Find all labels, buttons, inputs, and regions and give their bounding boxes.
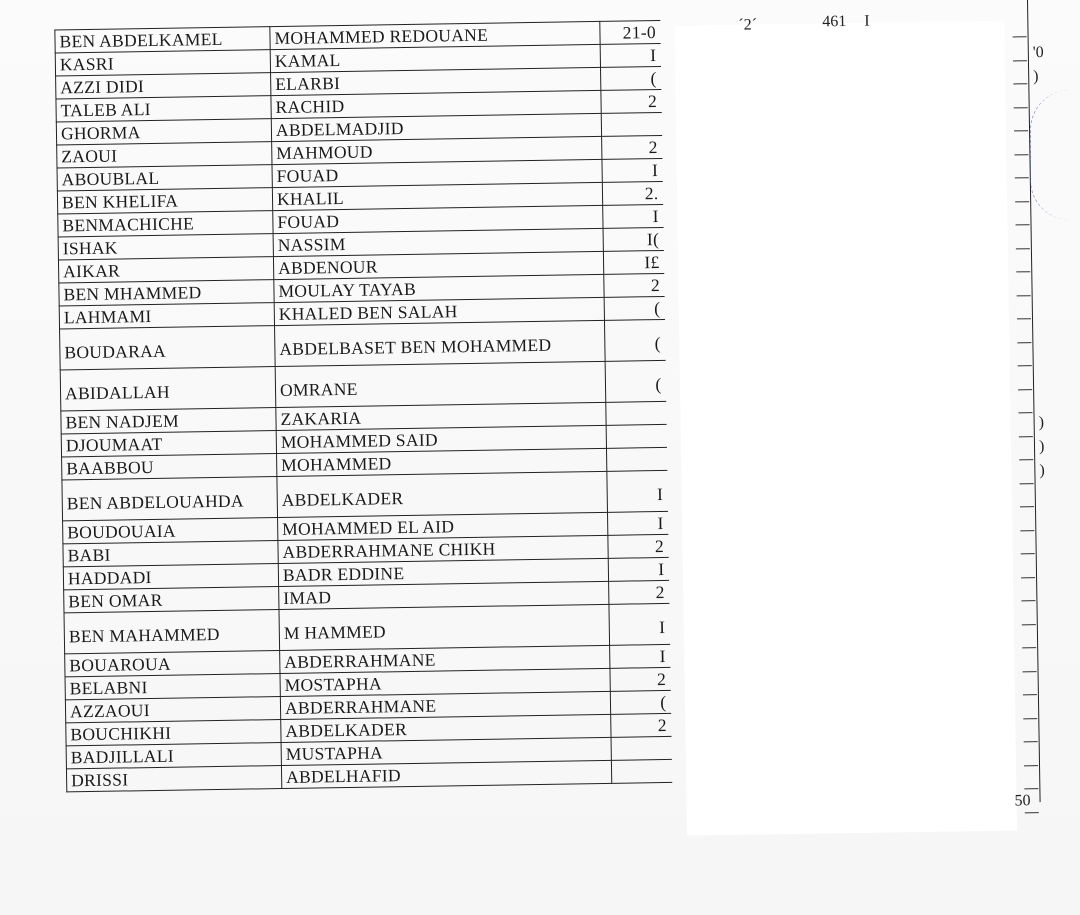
redacted-area (674, 21, 1017, 836)
number-cell: 2 (611, 713, 671, 737)
edge-tick (1020, 506, 1034, 507)
first-name-cell: ZAKARIA (276, 402, 606, 430)
number-cell (606, 401, 666, 425)
last-name-cell: BAABBOU (62, 454, 277, 480)
edge-tick (1024, 741, 1038, 742)
edge-tick (1016, 271, 1030, 272)
first-name-cell: MOULAY TAYAB (274, 274, 604, 302)
first-name-cell: OMRANE (275, 361, 606, 407)
edge-tick (1016, 224, 1030, 225)
edge-tick (1016, 248, 1030, 249)
first-name-cell: ABDELKADER (281, 714, 611, 742)
number-cell: ( (604, 319, 665, 361)
names-table (54, 20, 671, 792)
last-name-cell: AIKAR (58, 257, 273, 283)
edge-tick (1013, 60, 1027, 61)
number-cell: I (607, 511, 667, 535)
edge-tick (1015, 177, 1029, 178)
number-cell: I (602, 158, 662, 182)
number-cell (606, 424, 666, 448)
number-cell: 2 (608, 534, 668, 558)
first-name-cell: MOHAMMED (277, 448, 607, 476)
last-name-cell: BOUAROUA (65, 651, 280, 677)
header-fragment-c: 461 (822, 13, 847, 31)
edge-fragment-3: ) (1038, 413, 1045, 432)
edge-tick (1023, 671, 1037, 672)
first-name-cell: MAHMOUD (272, 136, 602, 164)
last-name-cell: BEN KHELIFA (57, 188, 272, 214)
first-name-cell: ABDERRAHMANE (280, 691, 610, 719)
last-name-cell: TALEB ALI (56, 96, 271, 122)
last-name-cell: GHORMA (56, 119, 271, 145)
first-name-cell: MOHAMMED EL AID (278, 512, 608, 540)
number-cell: ( (601, 66, 661, 90)
last-name-cell: DJOUMAAT (61, 431, 276, 457)
edge-fragment-6: 50 (1014, 792, 1031, 810)
edge-fragment-2: ) (1033, 68, 1039, 86)
last-name-cell: BELABNI (65, 674, 280, 700)
first-name-cell: KHALED BEN SALAH (274, 297, 604, 325)
first-name-cell: NASSIM (273, 228, 603, 256)
last-name-cell: ABIDALLAH (60, 367, 276, 411)
edge-fragment-1: '0 (1032, 43, 1044, 62)
edge-tick (1014, 107, 1028, 108)
edge-tick (1022, 624, 1036, 625)
edge-tick (1018, 365, 1032, 366)
first-name-cell: ABDELBASET BEN MOHAMMED (275, 320, 606, 366)
number-cell (601, 112, 661, 136)
edge-tick (1022, 647, 1036, 648)
last-name-cell: BABI (63, 541, 278, 567)
stamp-fragment (1030, 90, 1080, 220)
number-cell: I (603, 204, 663, 228)
number-cell: 2. (602, 181, 662, 205)
last-name-cell: HADDADI (63, 564, 278, 590)
edge-tick (1013, 83, 1027, 84)
last-name-cell: BOUDARAA (60, 326, 276, 370)
edge-tick (1014, 130, 1028, 131)
number-cell: I (610, 644, 670, 668)
number-cell: 2 (601, 89, 661, 113)
edge-tick (1024, 788, 1038, 789)
edge-tick (1023, 694, 1037, 695)
number-cell: I (600, 43, 660, 67)
number-cell: 2 (609, 580, 669, 604)
edge-tick (1017, 342, 1031, 343)
edge-tick (1017, 295, 1031, 296)
number-cell (606, 447, 666, 471)
edge-tick (1017, 318, 1031, 319)
last-name-cell: BEN MAHAMMED (64, 610, 280, 654)
edge-tick (1025, 812, 1039, 813)
edge-tick (1021, 553, 1035, 554)
last-name-cell: AZZAOUI (65, 697, 280, 723)
last-name-cell: BOUDOUAIA (63, 518, 278, 544)
last-name-cell: ISHAK (58, 234, 273, 260)
first-name-cell: ABDELMADJID (271, 113, 601, 141)
edge-tick (1021, 577, 1035, 578)
first-name-cell: M HAMMED (279, 604, 610, 650)
number-cell: I (607, 470, 668, 512)
edge-tick (1024, 765, 1038, 766)
first-name-cell: ABDERRAHMANE (280, 645, 610, 673)
last-name-cell: AZZI DIDI (56, 73, 271, 99)
edge-tick (1020, 483, 1034, 484)
first-name-cell: ABDELHAFID (281, 760, 611, 788)
document-sheet (22, 0, 1075, 838)
number-cell: 2 (610, 667, 670, 691)
number-cell (611, 736, 671, 760)
last-name-cell: BADJILLALI (66, 743, 281, 769)
number-cell: I£ (603, 250, 663, 274)
last-name-cell: KASRI (55, 50, 270, 76)
first-name-cell: ABDELKADER (277, 471, 608, 517)
first-name-cell: MOHAMMED REDOUANE (270, 21, 600, 49)
number-cell: ( (604, 296, 664, 320)
first-name-cell: MUSTAPHA (281, 737, 611, 765)
last-name-cell: BENMACHICHE (58, 211, 273, 237)
last-name-cell: ABOUBLAL (57, 165, 272, 191)
header-fragment-b: ´2´ (738, 16, 758, 34)
edge-tick (1013, 36, 1027, 37)
last-name-cell: LAHMAMI (59, 303, 274, 329)
first-name-cell: MOSTAPHA (280, 668, 610, 696)
edge-tick (1021, 600, 1035, 601)
first-name-cell: FOUAD (272, 159, 602, 187)
number-cell: I (609, 603, 670, 645)
number-cell (611, 759, 671, 783)
number-cell: 2 (604, 273, 664, 297)
last-name-cell: BEN NADJEM (61, 408, 276, 434)
last-name-cell: DRISSI (66, 766, 281, 792)
first-name-cell: ABDERRAHMANE CHIKH (278, 535, 608, 563)
number-cell: 2 (602, 135, 662, 159)
first-name-cell: BADR EDDINE (278, 558, 608, 586)
last-name-cell: ZAOUI (57, 142, 272, 168)
edge-fragment-4: ) (1038, 437, 1045, 456)
number-cell: I( (603, 227, 663, 251)
first-name-cell: MOHAMMED SAID (276, 425, 606, 453)
header-fragment-d: I (864, 12, 870, 30)
last-name-cell: BEN ABDELOUAHDA (62, 477, 278, 521)
edge-tick (1014, 154, 1028, 155)
number-cell: 21-0 (600, 20, 660, 44)
first-name-cell: RACHID (271, 90, 601, 118)
first-name-cell: KHALIL (272, 182, 602, 210)
number-cell: ( (610, 690, 670, 714)
edge-tick (1023, 718, 1037, 719)
edge-tick (1019, 436, 1033, 437)
first-name-cell: ELARBI (271, 67, 601, 95)
last-name-cell: BOUCHIKHI (66, 720, 281, 746)
first-name-cell: ABDENOUR (273, 251, 603, 279)
number-cell: ( (605, 360, 666, 402)
number-cell: I (608, 557, 668, 581)
first-name-cell: IMAD (279, 581, 609, 609)
last-name-cell: BEN ABDELKAMEL (55, 27, 270, 53)
last-name-cell: BEN OMAR (64, 587, 279, 613)
edge-tick (1020, 530, 1034, 531)
edge-fragment-5: ) (1039, 461, 1045, 480)
edge-tick (1018, 412, 1032, 413)
first-name-cell: FOUAD (273, 205, 603, 233)
edge-tick (1018, 389, 1032, 390)
edge-tick (1019, 459, 1033, 460)
first-name-cell: KAMAL (270, 44, 600, 72)
edge-tick (1015, 201, 1029, 202)
last-name-cell: BEN MHAMMED (59, 280, 274, 306)
